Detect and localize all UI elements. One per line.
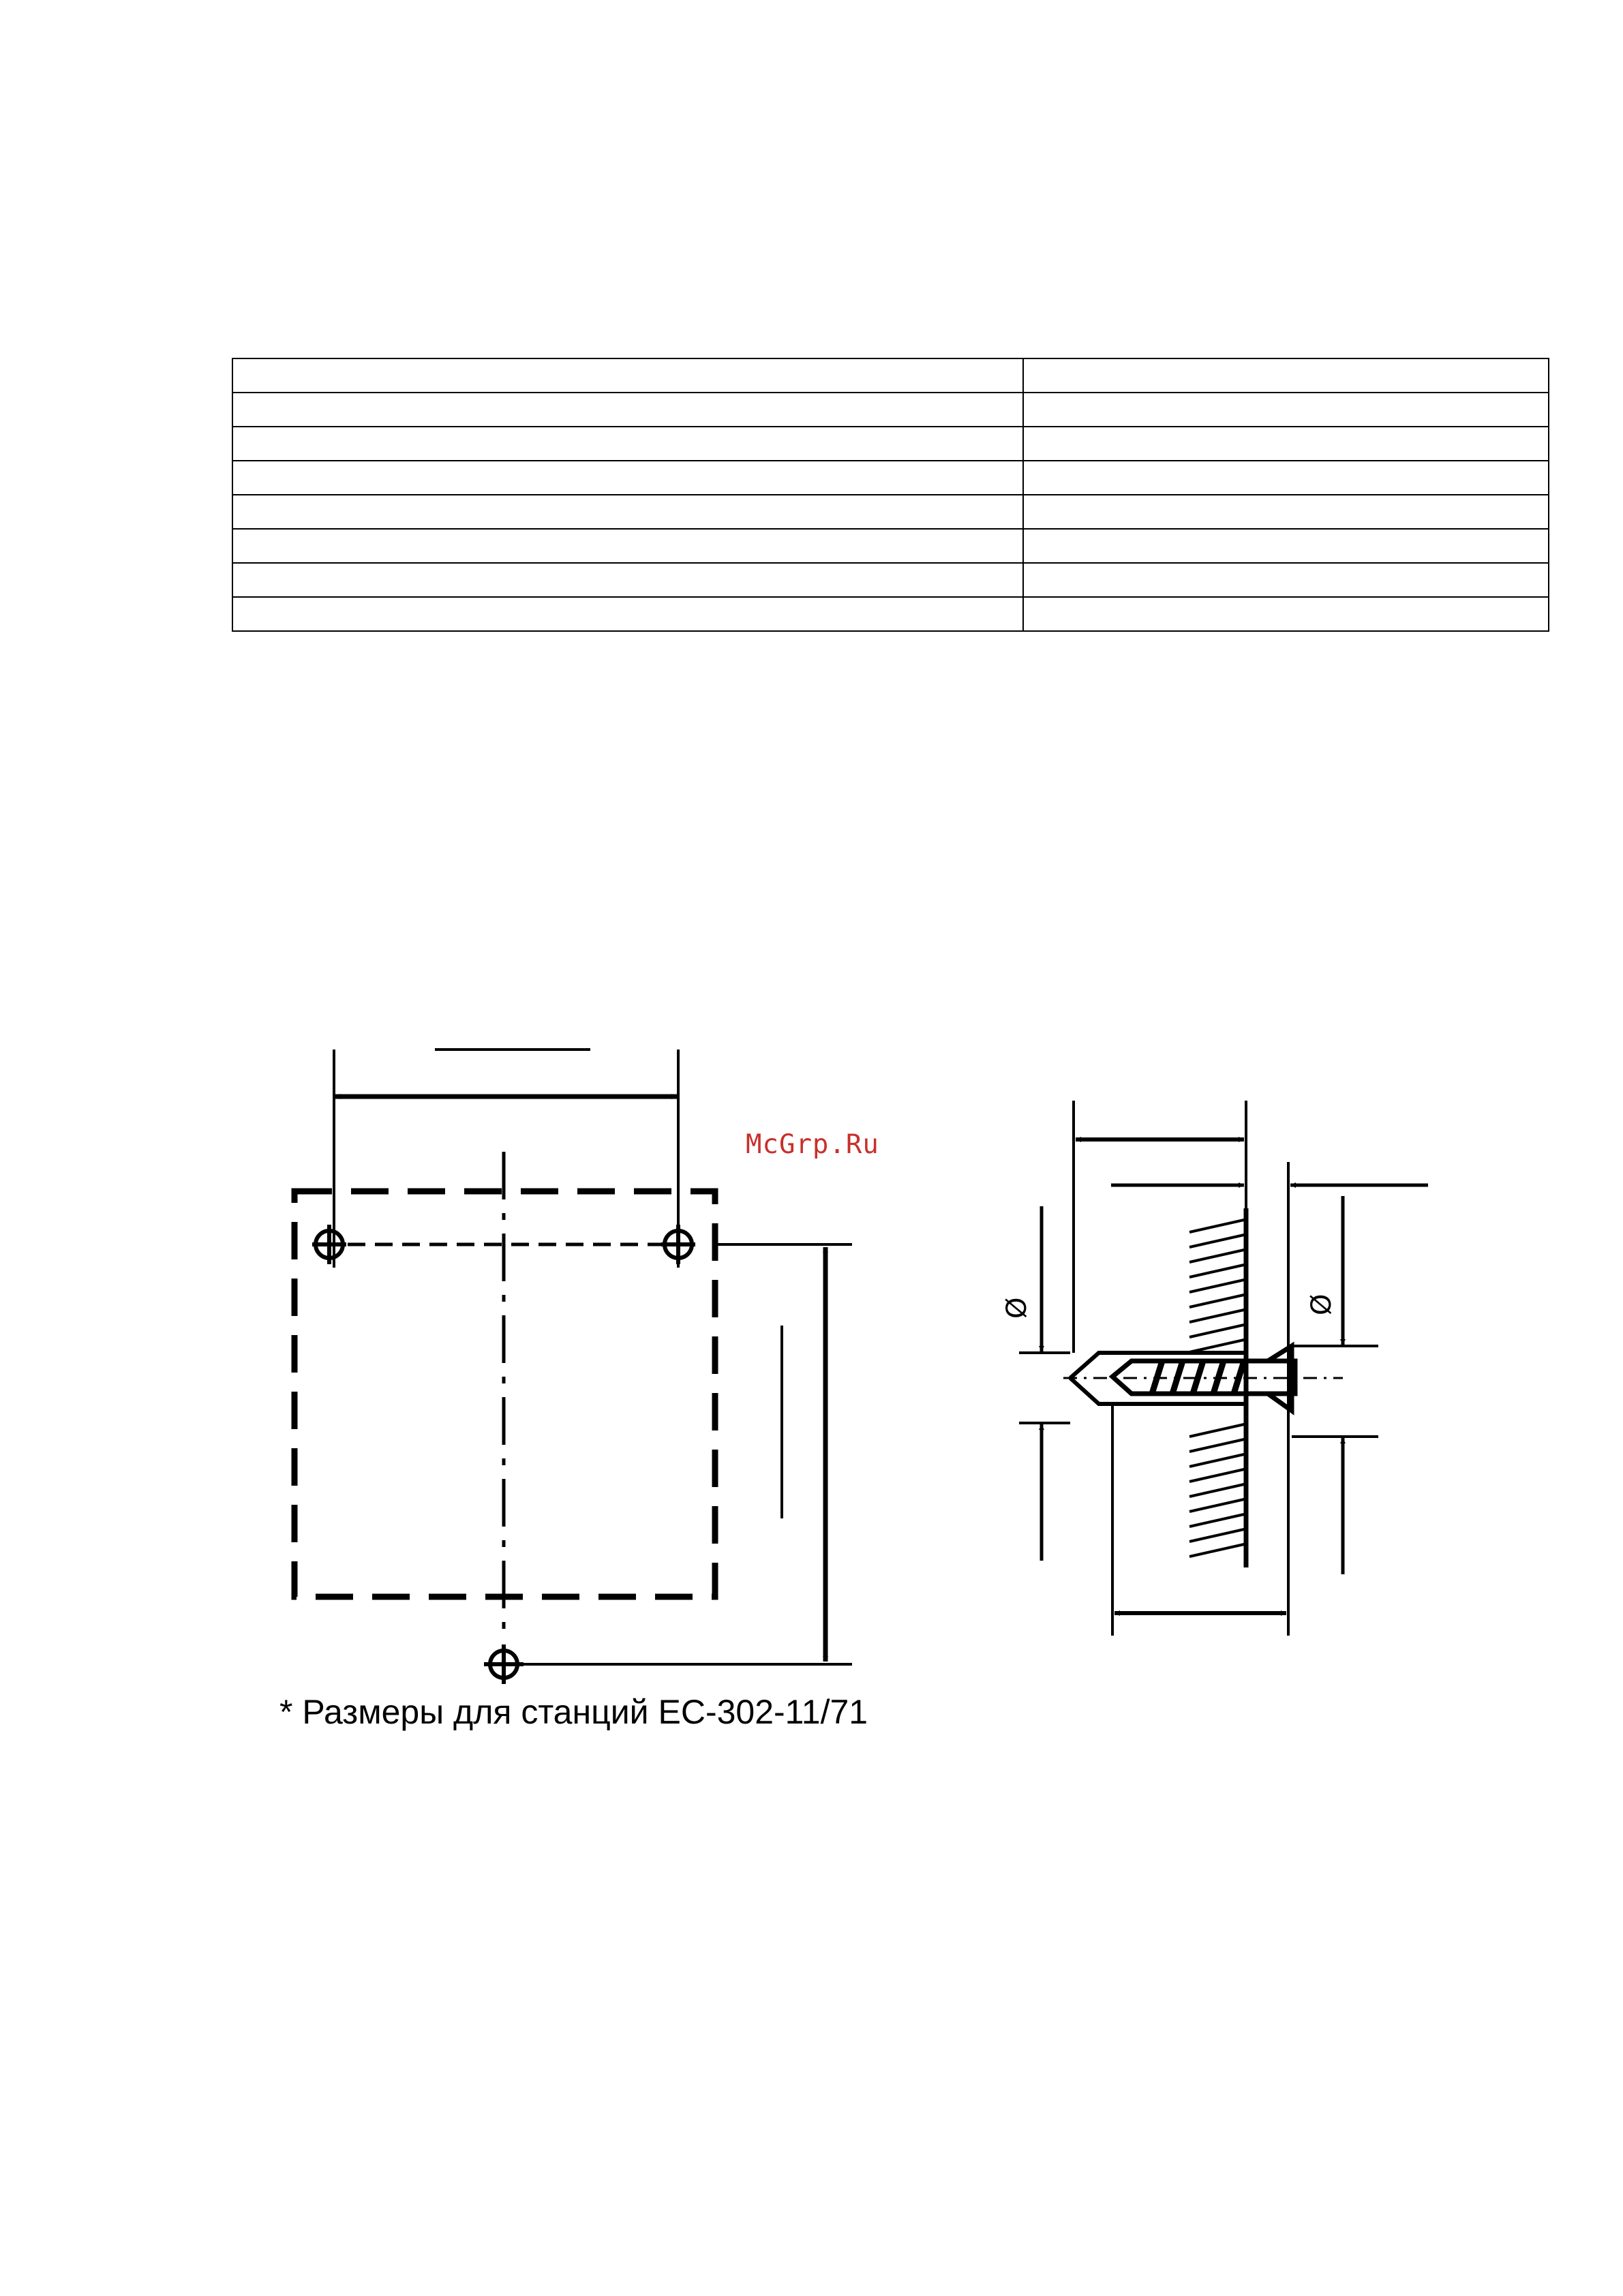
watermark: McGrp.Ru (746, 1129, 879, 1160)
mounting-template (294, 1050, 852, 1684)
hole-bottom (484, 1644, 524, 1684)
diameter-symbol-left: Ø (1001, 1297, 1033, 1319)
hole-top-right (661, 1225, 695, 1264)
diameter-symbol-right: Ø (1306, 1294, 1337, 1315)
drawing-caption: * Размеры для станций ЕС-302-11/71 (279, 1693, 868, 1731)
hole-top-left (312, 1225, 346, 1264)
screw-installation (1019, 1101, 1428, 1636)
